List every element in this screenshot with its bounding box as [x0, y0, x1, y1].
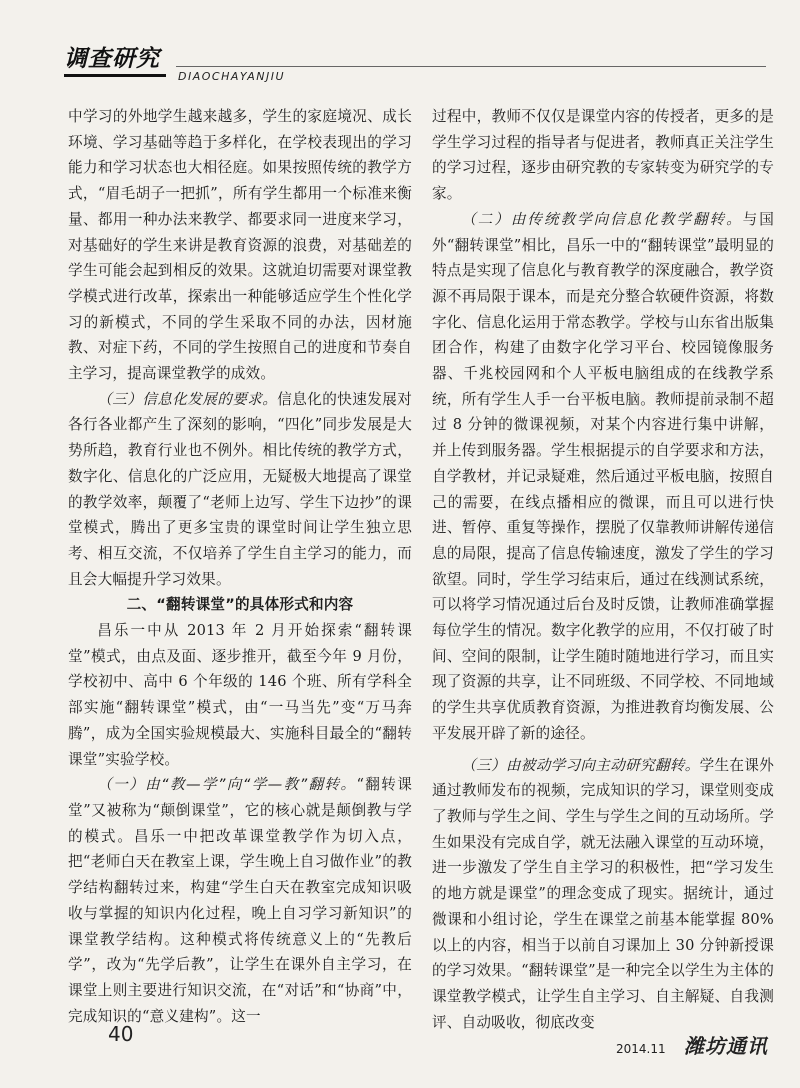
paragraph [432, 207, 774, 747]
right-column [432, 104, 774, 1035]
left-column [68, 104, 412, 1029]
paragraph [68, 387, 412, 593]
section-subtitle: DIAOCHAYANJIU [178, 70, 286, 83]
journal-name: 潍坊通讯 [684, 1034, 768, 1058]
page-header [0, 0, 800, 100]
paragraph-body: 信息化的快速发展对各行各业都产生了深刻的影响，“四化”同步发展是大势所趋，教育行业也不例外。相比传统的教学方式，数字化、信息化的广泛应用，无疑极大地提高了课堂的教学效率，颠覆了“老师上边写、学生下边抄”的课堂模式，腾出了更多宝贵的课堂时间让学生独立思考、相互交流，不仅培养了学生自主学习的能力，而且会大幅提升学习效果。 [68, 390, 412, 588]
paragraph: 中学习的外地学生越来越多，学生的家庭境况、成长环境、学习基础等趋于多样化，在学校表现出的学习能力和学习状态也大相径庭。如果按照传统的教学方式，“眉毛胡子一把抓”，所有学生都用一个标准来衡量、都用一种办法来教学、都要求同一进度来学习，对基础好的学生来讲是教育资源的浪费，对基础差的学生可能会起到相反的效果。这就迫切需要对课堂教学模式进行改革，探索出一种能够适应学生个性化学习的新模式，不同的学生采取不同的办法，因材施教、对症下药，不同的学生按照自己的进度和节奏自主学习，提高课堂教学的成效。 [68, 108, 412, 383]
header-rule [176, 66, 766, 67]
page-number: 40 [108, 1022, 134, 1046]
paragraph [432, 753, 774, 1036]
paragraph-lead: （二）由传统教学向信息化教学翻转。 [461, 210, 743, 228]
paragraph-lead: （一）由“教—学”向“学—教”翻转。 [97, 776, 357, 794]
paragraph-body: 学生在课外通过教师发布的视频，完成知识的学习，课堂则变成了教师与学生之间、学生与学生之间的互动场所。学生如果没有完成自学，就无法融入课堂的互动环境，进一步激发了学生自主学习的积极性，把“学习发生的地方就是课堂”的理念变成了现实。据统计，通过微课和小组讨论，学生在课堂之前基本能掌握 80% 以上的内容，相当于以前自习课加上 30 分钟新授课的学习效果。“翻转课堂”是一种完全以学生为主体的课堂教学模式，让学生自主学习、自主解疑、自我测评、自动吸收，彻底改变 [432, 756, 774, 1031]
paragraph-body: 与国外“翻转课堂”相比，昌乐一中的“翻转课堂”最明显的特点是实现了信息化与教育教学的深度融合，教学资源不再局限于课本，而是充分整合软硬件资源，将数字化、信息化运用于常态教学。学校与山东省出版集团合作，构建了由数字化学习平台、校园镜像服务器、千兆校园网和个人平板电脑组成的在线教学系统，所有学生人手一台平板电脑。教师提前录制不超过 8 分钟的微课视频，对某个内容进行集中讲解，并上传到服务器。学生根据提示的自学要求和方法，自学教材，并记录疑难，然后通过平板电脑，按照自己的需要，在线点播相应的微课，而且可以进行快进、暂停、重复等操作，摆脱了仅靠教师讲解传递信息的局限，提高了信息传输速度，激发了学生的学习欲望。同时，学生学习结束后，通过在线测试系统，可以将学习情况通过后台及时反馈，让教师准确掌握每位学生的情况。数字化教学的应用，不仅打破了时间、空间的限制，让学生随时随地进行学习，而且实现了资源的共享，让不同班级、不同学校、不同地域的学生共享优质教育资源，为推进教育均衡发展、公平发展开辟了新的途径。 [432, 210, 774, 742]
paragraph: 过程中，教师不仅仅是课堂内容的传授者，更多的是学生学习过程的指导者与促进者，教师真正关注学生的学习过程，逐步由研究教的专家转变为研究学的专家。 [432, 108, 774, 203]
paragraph-lead: （三）由被动学习向主动研究翻转。 [461, 756, 700, 774]
paragraph-lead: （三）信息化发展的要求。 [97, 390, 278, 408]
paragraph: 昌乐一中从 2013 年 2 月开始探索“翻转课堂”模式，由点及面、逐步推开，截至今年 9 月份，学校初中、高中 6 个年级的 146 个班、所有学科全部实施“翻转课堂”模式，由“一马当先”变“万马奔腾”，成为全国实验规模最大、实施科目最全的“翻转课堂”实验学校。 [68, 622, 412, 768]
section-heading: 二、“翻转课堂”的具体形式和内容 [126, 596, 354, 614]
issue-date: 2014.11 [616, 1042, 666, 1056]
section-title: 调查研究 [64, 40, 166, 77]
paragraph-body: “翻转课堂”又被称为“颠倒课堂”，它的核心就是颠倒教与学的模式。昌乐一中把改革课堂教学作为切入点，把“老师白天在教室上课，学生晚上自习做作业”的教学结构翻转过来，构建“学生白天在教室完成知识吸收与掌握的知识内化过程，晚上自习学习新知识”的课堂教学结构。这种模式将传统意义上的“先教后学”，改为“先学后教”，让学生在课外自主学习，在课堂上则主要进行知识交流，在“对话”和“协商”中，完成知识的“意义建构”。这一 [68, 776, 412, 1025]
paragraph [68, 772, 412, 1029]
